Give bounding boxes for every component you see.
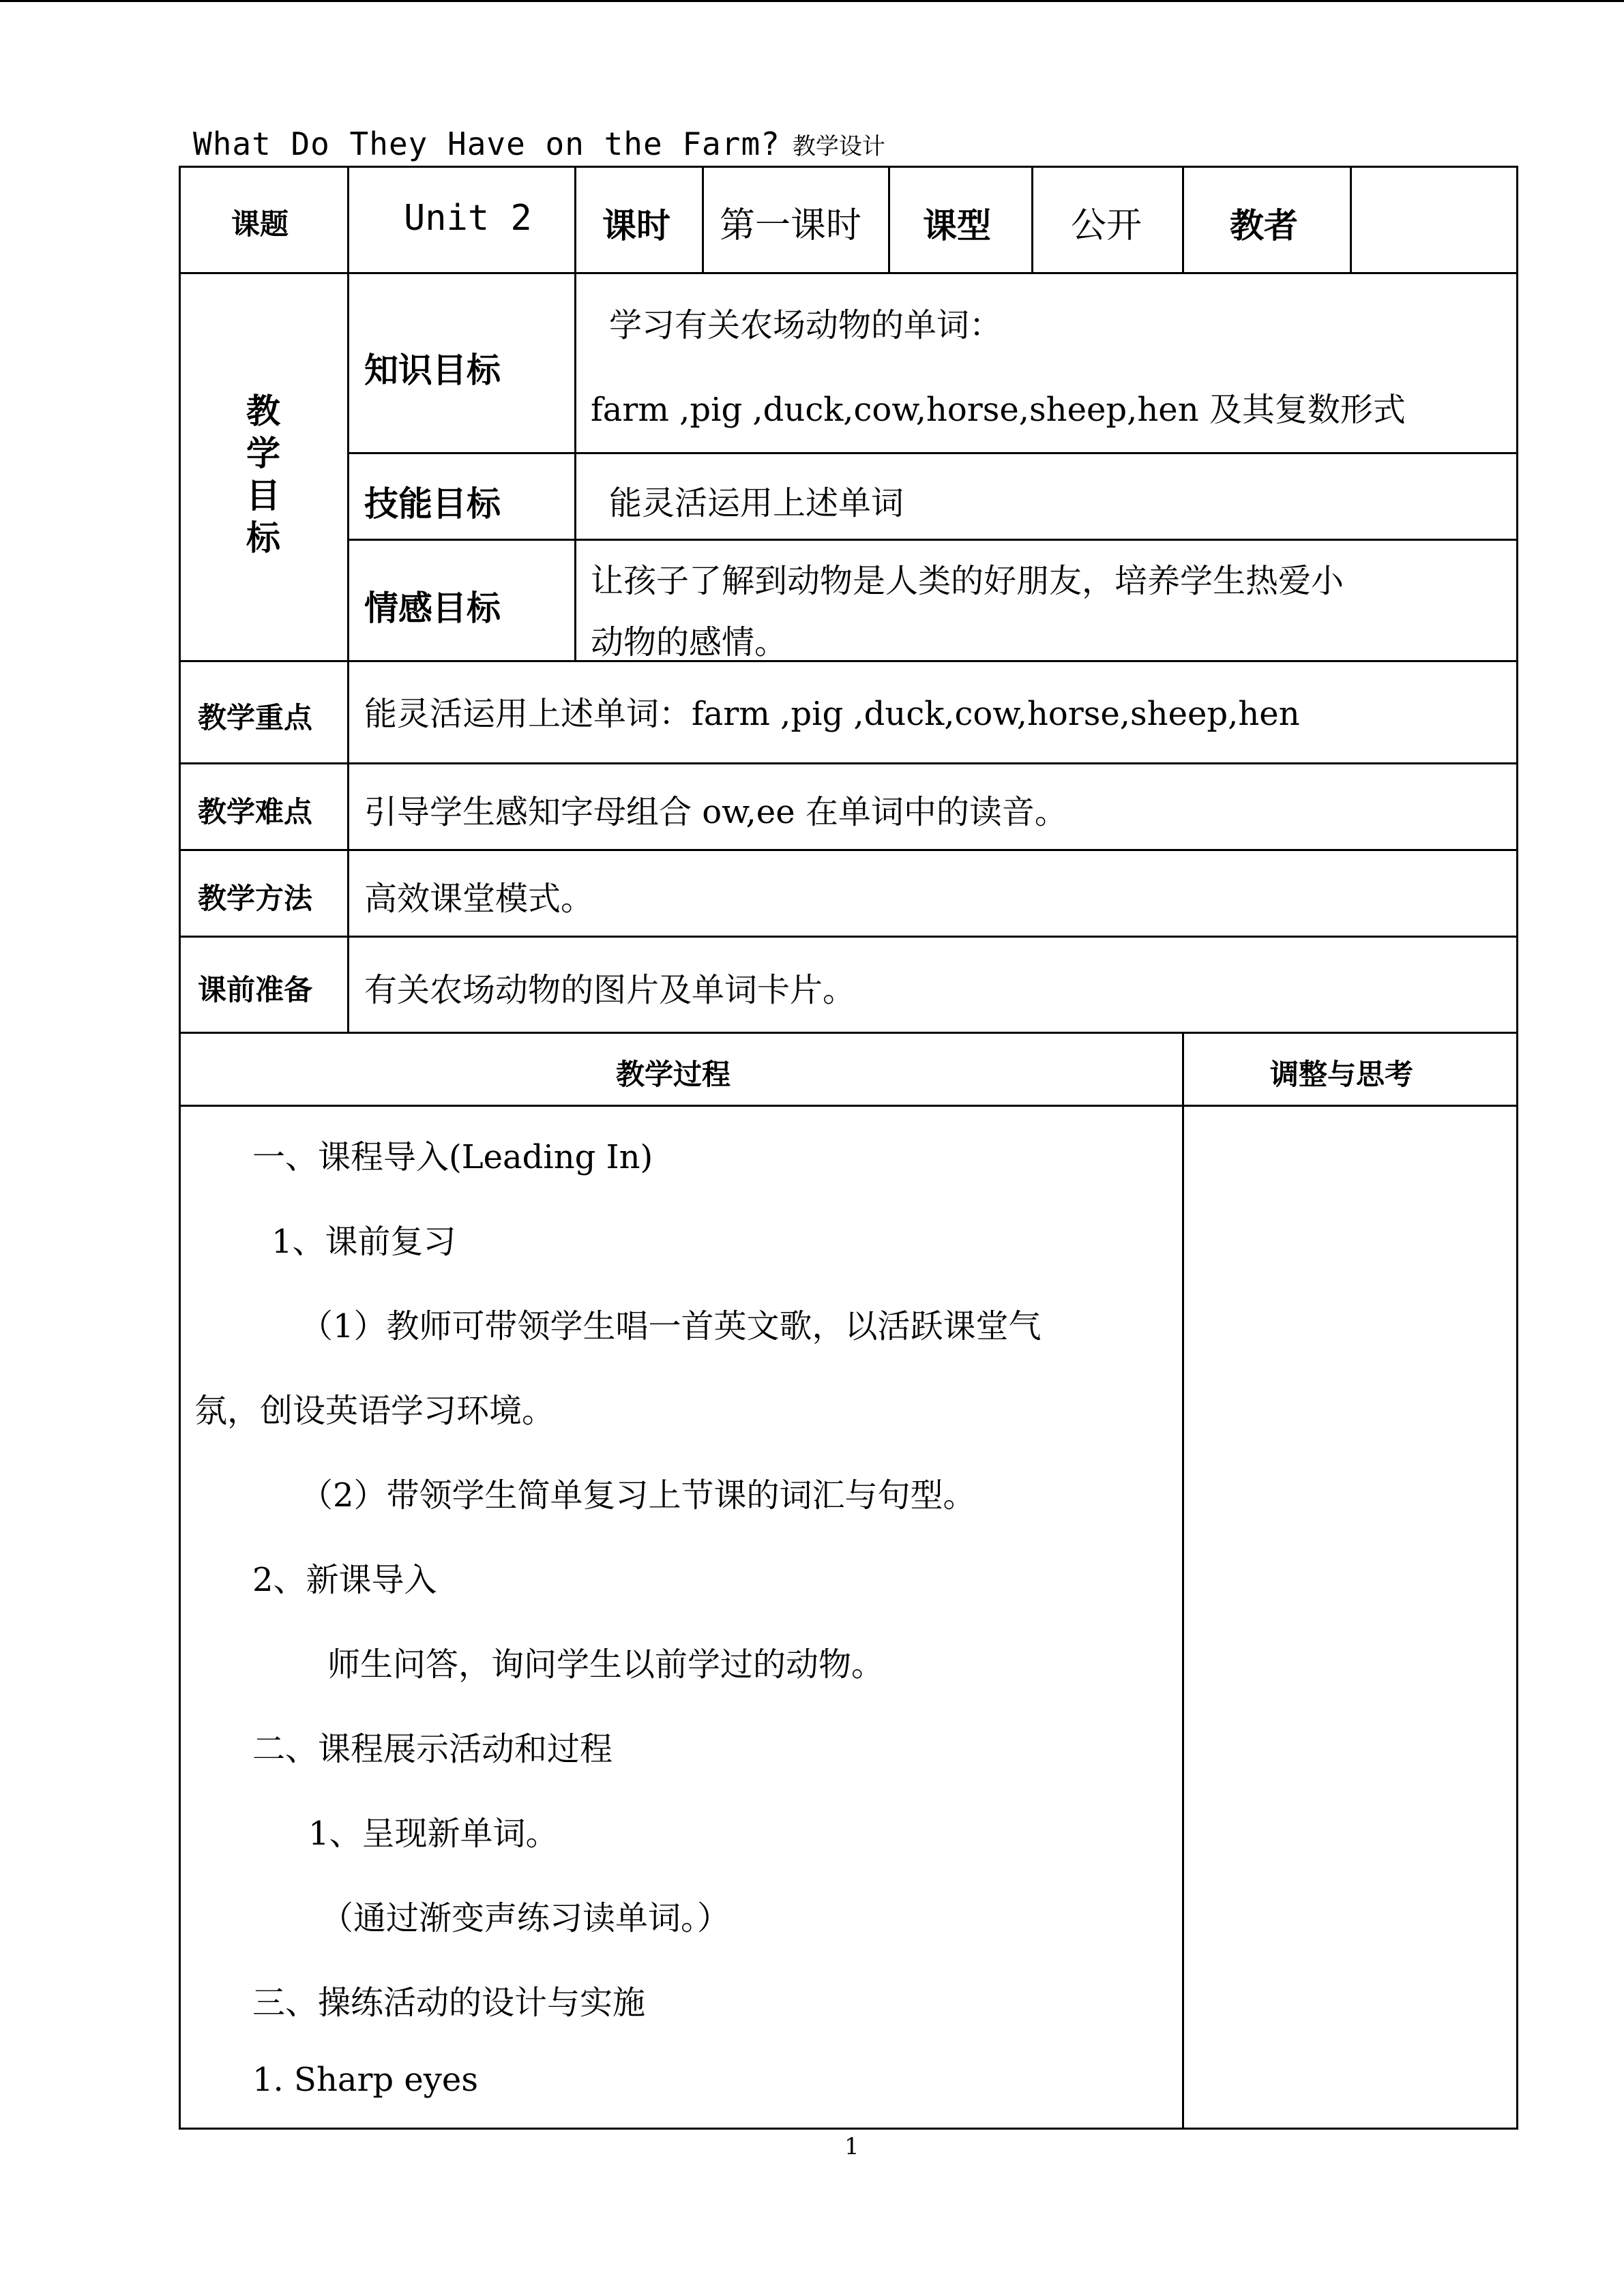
emotion-line1: 让孩子了解到动物是人类的好朋友，培养学生热爱小 — [591, 562, 1344, 600]
knowledge-label: 知识目标 — [364, 351, 501, 390]
top-rule — [0, 0, 1624, 2]
process-line: 一、课程导入(Leading In) — [252, 1138, 653, 1176]
methods-label: 教学方法 — [198, 882, 313, 915]
col-divider — [1182, 1032, 1184, 2130]
col-divider — [1350, 166, 1352, 273]
row-divider — [179, 762, 1518, 764]
process-line: 氛，创设英语学习环境。 — [194, 1392, 555, 1430]
preparation-text: 有关农场动物的图片及单词卡片。 — [364, 971, 856, 1009]
row-divider — [347, 452, 1518, 454]
process-line: 二、课程展示活动和过程 — [252, 1730, 613, 1768]
emotion-line2: 动物的感情。 — [591, 623, 788, 661]
col-divider — [574, 166, 576, 662]
emotion-label: 情感目标 — [364, 588, 501, 628]
row-divider — [179, 1105, 1518, 1107]
title-main: What Do They Have on the Farm? — [193, 125, 780, 162]
topic-label: 课题 — [231, 207, 289, 241]
period-value: 第一课时 — [720, 205, 862, 246]
type-value: 公开 — [1071, 205, 1142, 246]
process-line: 师生问答，询问学生以前学过的动物。 — [327, 1645, 885, 1684]
process-line: （通过渐变声练习读单词。） — [321, 1899, 730, 1937]
process-line: 2、新课导入 — [252, 1561, 437, 1599]
skill-text: 能灵活运用上述单词 — [609, 484, 904, 522]
document-title — [193, 121, 885, 162]
col-divider — [888, 166, 890, 273]
process-line: （1）教师可带领学生唱一首英文歌，以活跃课堂气 — [300, 1307, 1042, 1345]
row-divider — [179, 1032, 1518, 1034]
knowledge-line1: 学习有关农场动物的单词： — [609, 306, 1003, 344]
process-line: 三、操练活动的设计与实施 — [252, 1984, 646, 2022]
title-suffix: 教学设计 — [792, 133, 885, 160]
row-divider — [179, 660, 1518, 662]
preparation-label: 课前准备 — [198, 973, 313, 1007]
process-line: 1、课前复习 — [271, 1223, 456, 1261]
objectives-label-char: 目 — [246, 476, 280, 516]
col-divider — [1182, 166, 1184, 273]
objectives-label-char: 标 — [246, 518, 280, 558]
row-divider — [179, 849, 1518, 851]
skill-label: 技能目标 — [364, 484, 501, 524]
knowledge-line2: farm ,pig ,duck,cow,horse,sheep,hen 及其复数形式 — [591, 391, 1406, 429]
difficulties-label: 教学难点 — [198, 795, 313, 829]
key-points-label: 教学重点 — [198, 701, 313, 734]
process-line: 1、呈现新单词。 — [308, 1815, 559, 1853]
objectives-label-char: 学 — [246, 434, 280, 473]
process-line: 1. Sharp eyes — [252, 2061, 478, 2099]
row-divider — [347, 539, 1518, 541]
key-points-text: 能灵活运用上述单词：farm ,pig ,duck,cow,horse,sheep,hen — [364, 695, 1300, 733]
objectives-label-char: 教 — [246, 391, 280, 431]
teacher-label: 教者 — [1230, 206, 1298, 245]
difficulties-text: 引导学生感知字母组合 ow,ee 在单词中的读音。 — [364, 793, 1067, 831]
methods-text: 高效课堂模式。 — [364, 880, 594, 918]
col-divider — [702, 166, 704, 273]
row-divider — [179, 936, 1518, 938]
col-divider — [1031, 166, 1033, 273]
period-label: 课时 — [602, 206, 670, 245]
process-line: （2）带领学生简单复习上节课的词汇与句型。 — [300, 1476, 976, 1515]
col-divider — [347, 166, 349, 1033]
type-label: 课型 — [923, 206, 991, 245]
page-number: 1 — [844, 2133, 859, 2160]
reflection-header: 调整与思考 — [1270, 1058, 1414, 1091]
row-divider — [179, 272, 1518, 274]
process-header: 教学过程 — [616, 1058, 731, 1091]
topic-value: Unit 2 — [404, 198, 532, 239]
